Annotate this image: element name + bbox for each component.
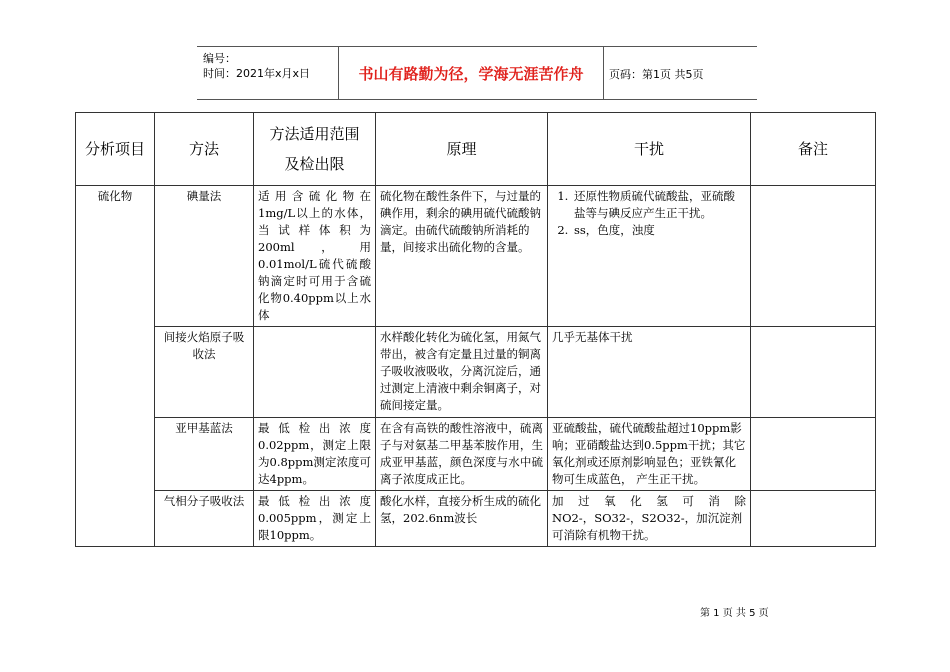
principle-cell: 硫化物在酸性条件下，与过量的碘作用，剩余的碘用硫代硫酸钠滴定。由硫代硫酸钠所消耗的量，间接求出硫化物的含量。 (376, 186, 548, 327)
principle-cell: 水样酸化转化为硫化氢，用氮气带出，被含有定量且过量的铜离子吸收液吸收，分离沉淀后，通过测定上清液中剩余铜离子，对硫间接定量。 (376, 327, 548, 418)
analyte-cell: 硫化物 (76, 186, 155, 547)
interference-item: 1. 还原性物质硫代硫酸盐，亚硫酸盐等与碘反应产生正干扰。 (572, 188, 746, 222)
method-cell: 亚甲基蓝法 (155, 418, 254, 491)
header-principle: 原理 (376, 113, 548, 186)
remarks-cell (751, 491, 876, 547)
interference-cell (548, 186, 751, 327)
header-method: 方法 (155, 113, 254, 186)
method-table (75, 112, 876, 547)
header-motto: 书山有路勤为径，学海无涯苦作舟 (338, 47, 604, 99)
header-item: 分析项目 (76, 113, 155, 186)
scope-cell: 最低检出浓度0.02ppm，测定上限为0.8ppm测定浓度可达4ppm。 (254, 418, 376, 491)
table-row (76, 327, 876, 418)
table-header-row (76, 113, 876, 186)
remarks-cell (751, 418, 876, 491)
remarks-cell (751, 186, 876, 327)
header-remarks: 备注 (751, 113, 876, 186)
scope-cell: 适用含硫化物在1mg/L以上的水体，当试样体积为200ml，用0.01mol/L硫代硫酸钠滴定时可用于含硫化物0.40ppm以上水体 (254, 186, 376, 327)
interference-line: NO2-，SO32-，S2O32-，加沉淀剂可消除有机物干扰。 (552, 511, 743, 542)
table-row (76, 418, 876, 491)
header-meta (203, 51, 310, 81)
header-interference: 干扰 (548, 113, 751, 186)
scope-cell: 最低检出浓度0.005ppm，测定上限10ppm。 (254, 491, 376, 547)
page-footer: 第 1 页 共 5 页 (700, 608, 769, 619)
interference-list (552, 188, 746, 239)
principle-cell: 在含有高铁的酸性溶液中，硫离子与对氨基二甲基苯胺作用，生成亚甲基蓝，颜色深度与水中硫离子浓度成正比。 (376, 418, 548, 491)
method-cell: 间接火焰原子吸收法 (155, 327, 254, 418)
interference-item: 2. ss，色度，浊度 (572, 222, 746, 239)
header-page-info: 页码：第1页 共5页 (609, 68, 704, 81)
header-scope-line1: 方法适用范围 (269, 125, 360, 143)
interference-cell: 亚硫酸盐，硫代硫酸盐超过10ppm影响；亚硝酸盐达到0.5ppm干扰；其它氧化剂或还原剂影响显色；亚铁氰化物可生成蓝色， 产生正干扰。 (548, 418, 751, 491)
interference-cell: 几乎无基体干扰 (548, 327, 751, 418)
number-label: 编号： (203, 52, 236, 65)
time-label: 时间：2021年x月x日 (203, 67, 311, 80)
header-scope-line2: 及检出限 (284, 155, 345, 173)
method-cell: 碘量法 (155, 186, 254, 327)
principle-cell: 酸化水样，直接分析生成的硫化氢，202.6nm波长 (376, 491, 548, 547)
header-scope (254, 113, 376, 186)
interference-cell (548, 491, 751, 547)
remarks-cell (751, 327, 876, 418)
page-header (197, 46, 757, 100)
interference-line: 加过氧化氢可消除 (552, 494, 746, 508)
table-row (76, 491, 876, 547)
scope-cell (254, 327, 376, 418)
method-cell: 气相分子吸收法 (155, 491, 254, 547)
table-row (76, 186, 876, 327)
